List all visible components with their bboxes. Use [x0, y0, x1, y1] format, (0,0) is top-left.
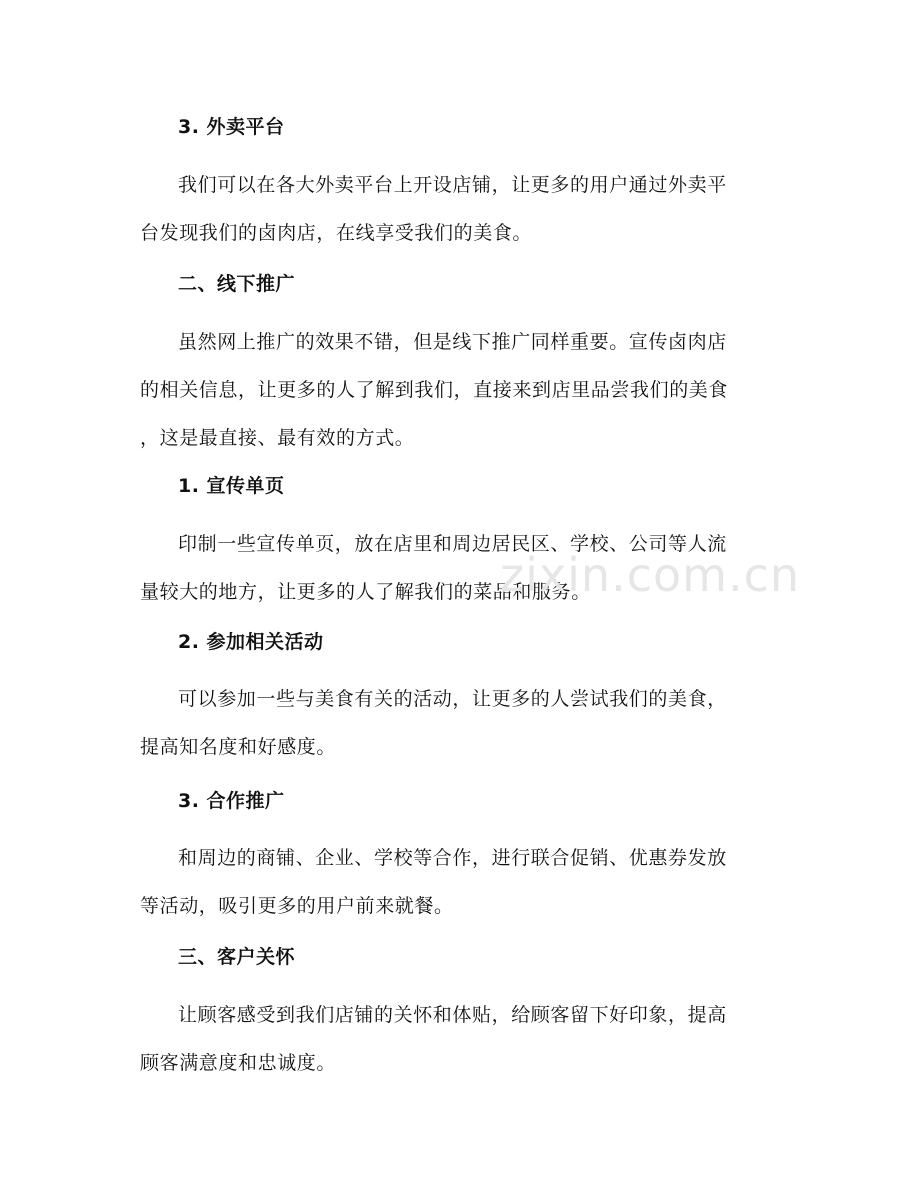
paragraph-line: 我们可以在各大外卖平台上开设店铺，让更多的用户通过外卖平: [178, 174, 727, 196]
paragraph-line: 虽然网上推广的效果不错，但是线下推广同样重要。宣传卤肉店: [178, 331, 727, 353]
section-heading-customer-care: 三、客户关怀: [178, 946, 296, 968]
section-heading-partnership: 3. 合作推广: [178, 790, 285, 812]
paragraph-customer-care: [140, 991, 778, 1087]
paragraph-line: 顾客满意度和忠诚度。: [140, 1052, 337, 1074]
paragraph-line: 可以参加一些与美食有关的活动，让更多的人尝试我们的美食，: [178, 688, 727, 710]
paragraph-line: 让顾客感受到我们店铺的关怀和体贴，给顾客留下好印象，提高: [178, 1004, 727, 1026]
paragraph-takeout-platform: [140, 161, 778, 257]
paragraph-events: [140, 675, 778, 771]
section-heading-events: 2. 参加相关活动: [178, 631, 324, 653]
paragraph-line: 和周边的商铺、企业、学校等合作，进行联合促销、优惠券发放: [178, 847, 727, 869]
paragraph-line: 量较大的地方，让更多的人了解我们的菜品和服务。: [140, 581, 591, 603]
watermark: zixin.com.cn: [500, 548, 801, 602]
paragraph-line: 印制一些宣传单页，放在店里和周边居民区、学校、公司等人流: [178, 533, 727, 555]
paragraph-line: ，这是最直接、最有效的方式。: [140, 427, 415, 449]
paragraph-line: 台发现我们的卤肉店，在线享受我们的美食。: [140, 222, 533, 244]
paragraph-line: 等活动，吸引更多的用户前来就餐。: [140, 895, 454, 917]
section-heading-offline-promotion: 二、线下推广: [178, 273, 296, 295]
paragraph-offline-promotion: [140, 318, 778, 462]
section-heading-flyers: 1. 宣传单页: [178, 475, 285, 497]
paragraph-partnership: [140, 834, 778, 930]
paragraph-line: 的相关信息，让更多的人了解到我们，直接来到店里品尝我们的美食: [140, 379, 729, 401]
section-heading-takeout-platform: 3. 外卖平台: [178, 116, 285, 138]
paragraph-line: 提高知名度和好感度。: [140, 736, 337, 758]
